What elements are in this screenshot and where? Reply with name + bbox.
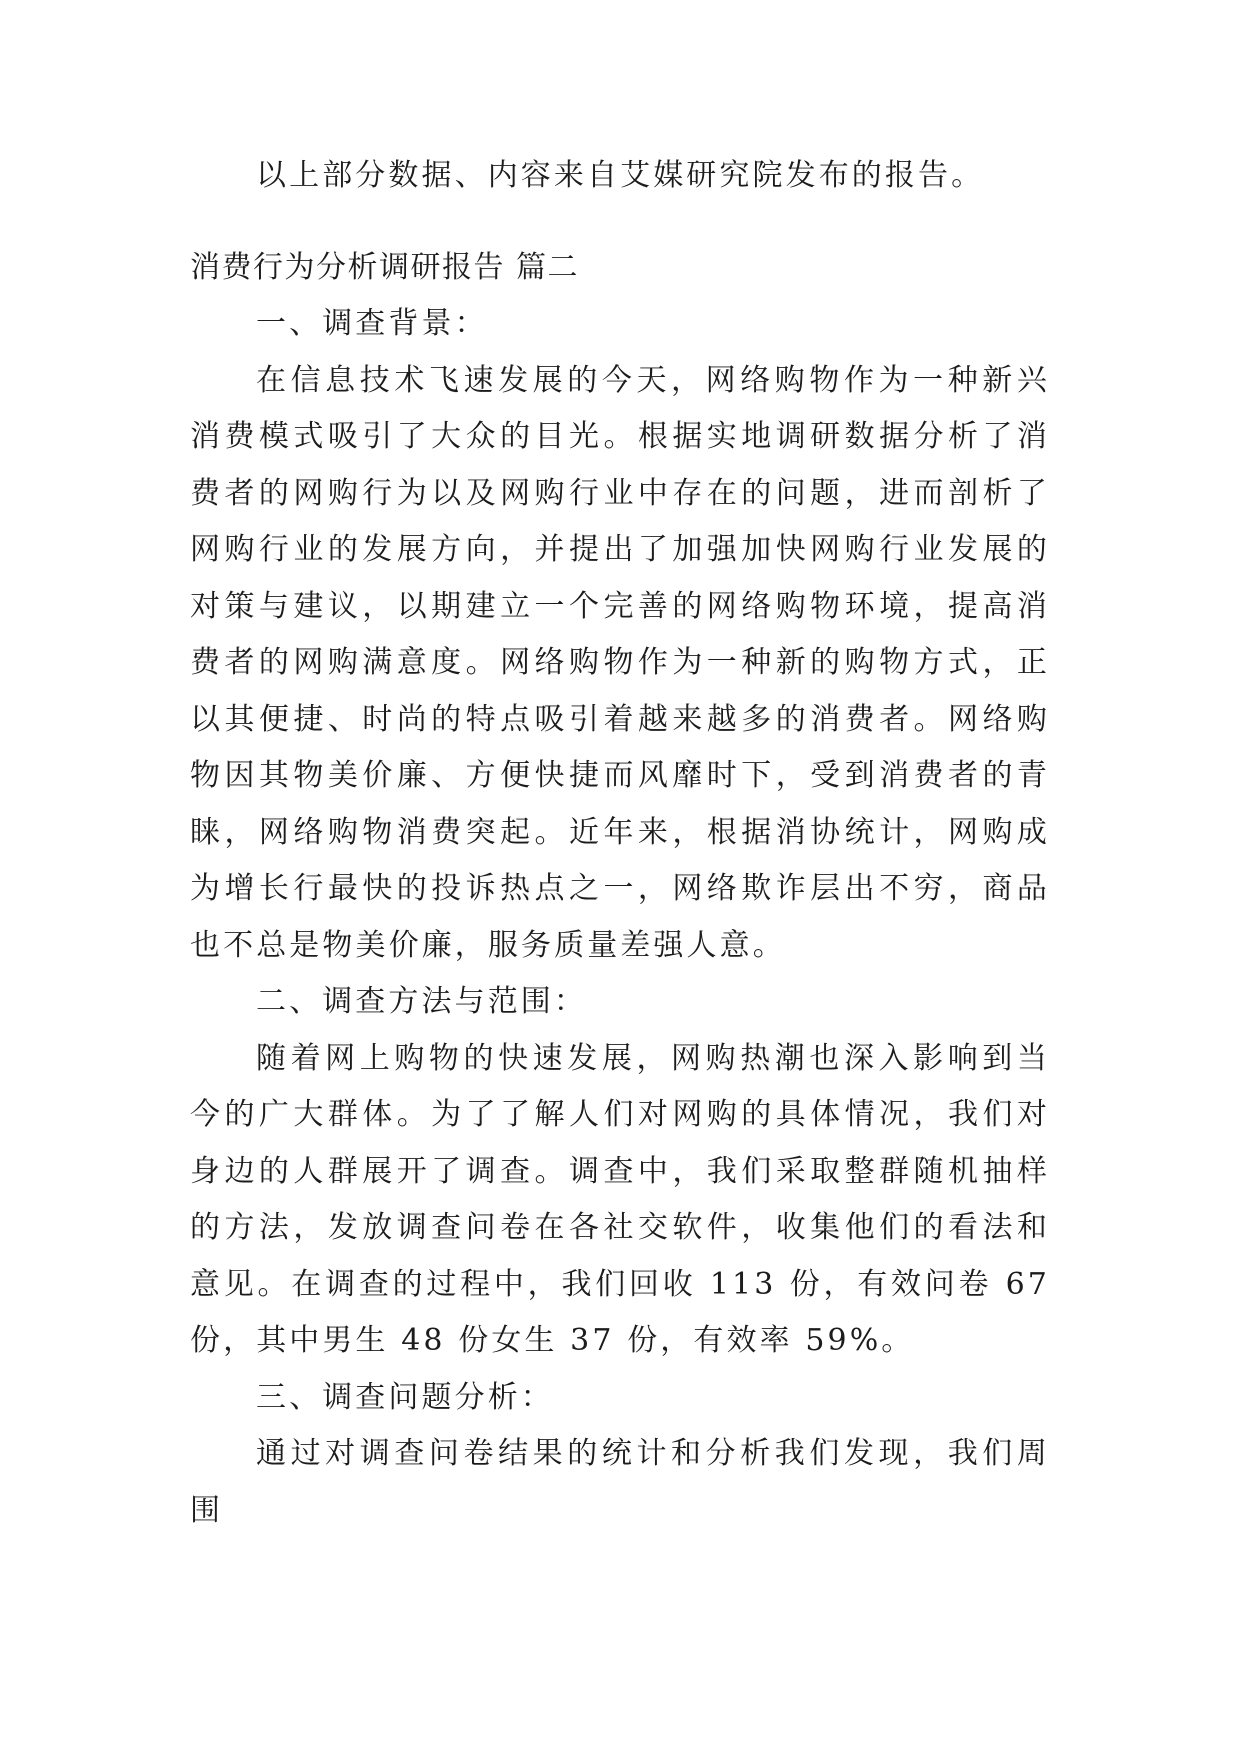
section-title: 消费行为分析调研报告 篇二 (190, 250, 580, 285)
source-note-block (190, 148, 1050, 205)
paragraph-background: 在信息技术飞速发展的今天，网络购物作为一种新兴消费模式吸引了大众的目光。根据实地调研数据分析了消费者的网购行为以及网购行业中存在的问题，进而剖析了网购行业的发展方向，并提出了加强加快网购行业发展的对策与建议，以期建立一个完善的网络购物环境，提高消费者的网购满意度。网络购物作为一种新的购物方式，正以其便捷、时尚的特点吸引着越来越多的消费者。网络购物因其物美价廉、方便快捷而风靡时下，受到消费者的青睐，网络购物消费突起。近年来，根据消协统计，网购成为增长行最快的投诉热点之一，网络欺诈层出不穷，商品也不总是物美价廉，服务质量差强人意。 (190, 362, 1050, 963)
paragraph-analysis: 通过对调查问卷结果的统计和分析我们发现，我们周围 (190, 1436, 1050, 1528)
heading-method: 二、调查方法与范围： (256, 984, 587, 1019)
heading-background: 一、调查背景： (256, 306, 488, 341)
paragraph-method: 随着网上购物的快速发展，网购热潮也深入影响到当今的广大群体。为了了解人们对网购的具体情况，我们对身边的人群展开了调查。调查中，我们采取整群随机抽样的方法，发放调查问卷在各社交软件，收集他们的看法和意见。在调查的过程中，我们回收 113 份，有效问卷 67 份，其中男生 48 份女生 37 份，有效率 59%。 (190, 1040, 1050, 1358)
body-text (190, 296, 1050, 1539)
source-note: 以上部分数据、内容来自艾媒研究院发布的报告。 (256, 158, 985, 193)
heading-analysis: 三、调查问题分析： (256, 1379, 554, 1415)
